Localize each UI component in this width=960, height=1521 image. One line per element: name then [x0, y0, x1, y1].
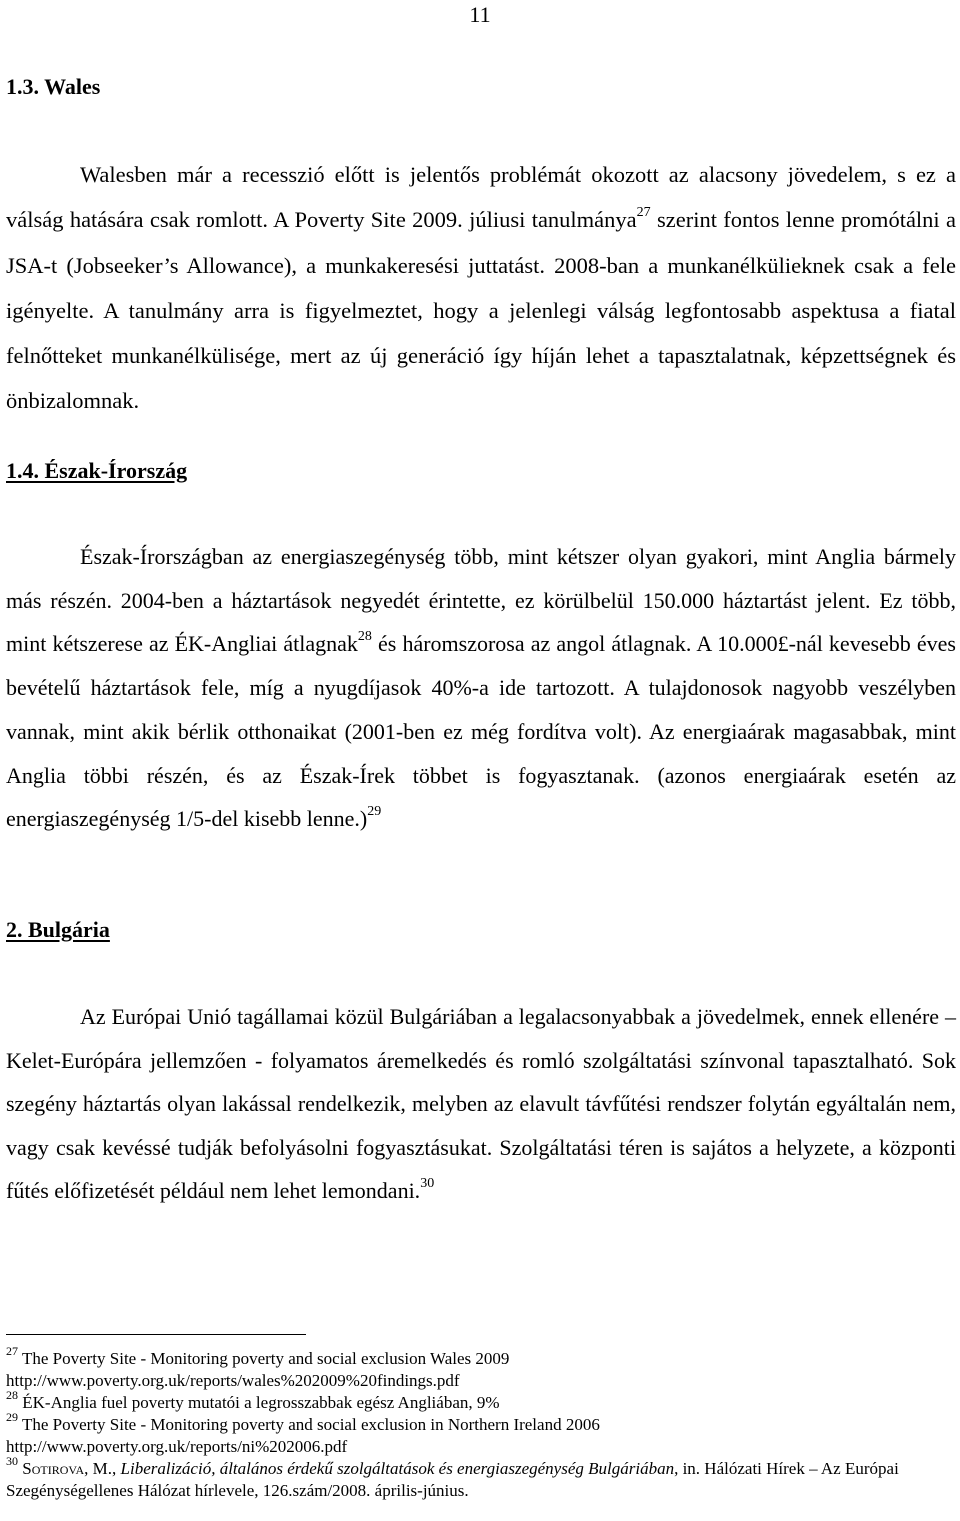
section-heading-bulgaria: 2. Bulgária	[6, 917, 110, 942]
footnote-28-number: 28	[6, 1388, 18, 1403]
footnote-27-text: The Poverty Site - Monitoring poverty and social exclusion Wales 2009	[21, 1349, 510, 1368]
footnote-ref-28[interactable]: 28	[357, 629, 372, 645]
section-heading-wales: 1.3. Wales	[6, 74, 101, 99]
footnote-30	[6, 1454, 956, 1502]
footnote-ref-30[interactable]: 30	[420, 1175, 435, 1191]
footnote-30-separator: ,	[112, 1459, 121, 1478]
footnote-30-title: Liberalizáció, általános érdekű szolgáltatások és energiaszegénység Bulgáriában	[120, 1459, 675, 1478]
footnote-30-number: 30	[6, 1454, 18, 1469]
paragraph-wales	[6, 152, 956, 424]
footnote-ref-27[interactable]: 27	[636, 204, 651, 220]
wales-text-part-2: szerint fontos lenne promótálni a JSA-t (Jobseeker’s Allowance), a munkakeresési juttatást. 2008-ban a munkanélkülieknek csak a fele igényelte. A tanulmány arra is figyelmeztet, hogy a jelenlegi válság legfontosabb aspektusa a fiatal felnőtteket munkanélkülisége, mert az új generáció így híján lehet a tapasztalatnak, képzettségnek és önbizalomnak.	[6, 207, 956, 414]
ni-text-part-1: Észak-Írországban az energiaszegénység több, mint kétszer olyan gyakori, mint Anglia bármely más részén. 2004-ben a háztartások negyedét érintette, ez körülbelül 150.000 háztartást jelent. Ez több, mint kétszerese az ÉK-Angliai átlagnak	[6, 544, 956, 657]
footnote-30-author: Sotirova, M.	[22, 1459, 113, 1478]
footnote-28-text: ÉK-Anglia fuel poverty mutatói a legrosszabbak egész Angliában, 9%	[22, 1393, 500, 1412]
footnote-ref-29[interactable]: 29	[367, 803, 382, 819]
footnote-28	[6, 1388, 956, 1414]
footnote-29-number: 29	[6, 1410, 18, 1425]
footnote-30-rest: , in. Hálózati Hírek – Az Európai Szegénységellenes Hálózat hírlevele, 126.szám/2008. április-június.	[6, 1459, 899, 1500]
paragraph-bulgaria	[6, 995, 956, 1213]
footnote-29-url[interactable]: http://www.poverty.org.uk/reports/ni%202006.pdf	[6, 1437, 348, 1456]
footnote-29-text: The Poverty Site - Monitoring poverty and social exclusion in Northern Ireland 2006	[21, 1415, 600, 1434]
footnote-separator	[6, 1334, 306, 1335]
paragraph-northern-ireland	[6, 535, 956, 841]
bulgaria-text: Az Európai Unió tagállamai közül Bulgáriában a legalacsonyabbak a jövedelmek, ennek ellenére – Kelet-Európára jellemzően - folyamatos áremelkedés és romló szolgáltatási színvonal tapasztalható. Sok szegény háztartás olyan lakással rendelkezik, melyben az elavult távfűtési rendszer folytán egyáltalán nem, vagy csak kevéssé tudják befolyásolni fogyasztásukat. Szolgáltatási téren is sajátos a helyzete, a központi fűtés előfizetését például nem lehet lemondani.	[6, 1004, 956, 1203]
footnote-27-url[interactable]: http://www.poverty.org.uk/reports/wales%202009%20findings.pdf	[6, 1371, 460, 1390]
wales-text-part-1: Walesben már a recesszió előtt is jelentős problémát okozott az alacsony jövedelem, s ez a válság hatására csak romlott. A Poverty Site 2009. júliusi tanulmánya	[6, 162, 956, 233]
footnotes	[6, 1344, 956, 1502]
footnote-27-number: 27	[6, 1344, 18, 1359]
section-heading-northern-ireland: 1.4. Észak-Írország	[6, 458, 188, 483]
footnote-27	[6, 1344, 956, 1370]
page-number: 11	[469, 2, 491, 27]
footnote-29	[6, 1410, 956, 1436]
ni-text-part-2: és háromszorosa az angol átlagnak. A 10.000£-nál kevesebb éves bevételű háztartások fele, míg a nyugdíjasok 40%-a ide tartozott. A tulajdonosok nagyobb veszélyben vannak, mint akik bérlik otthonaikat (2001-ben ez még fordítva volt). Az energiaárak magasabbak, mint Anglia többi részén, és az Észak-Írek többet is fogyasztanak. (azonos energiaárak esetén az energiaszegénység 1/5-del kisebb lenne.)	[6, 631, 956, 832]
